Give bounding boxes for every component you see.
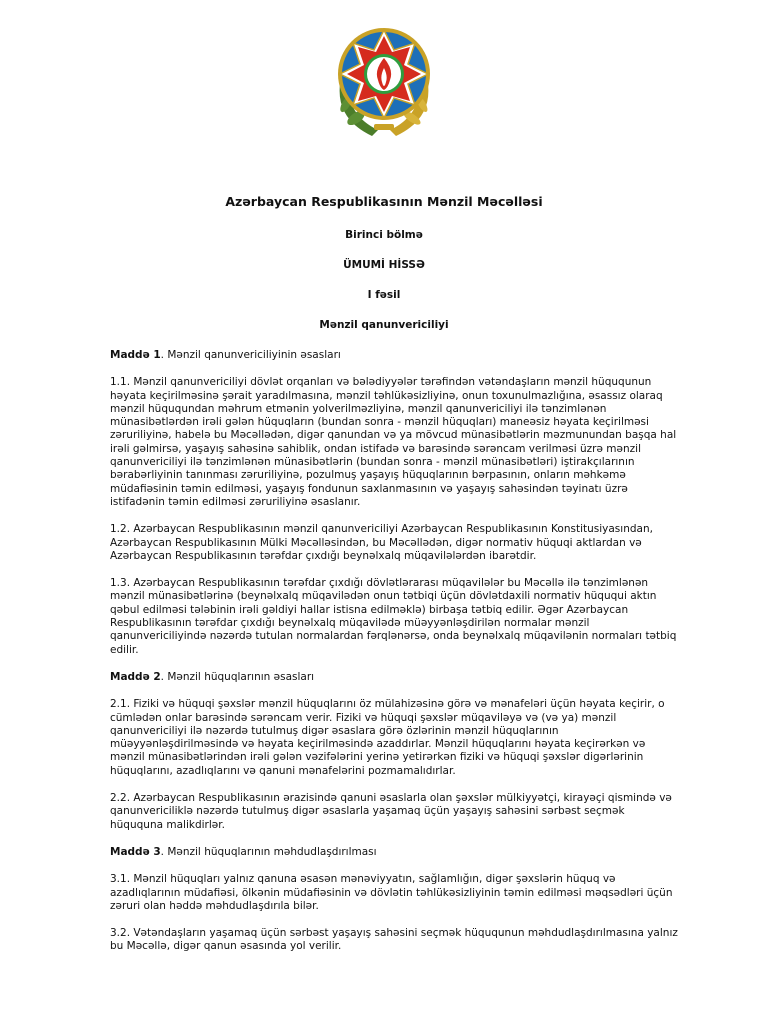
article-label: Maddə 1 [110, 349, 161, 361]
document-title: Azərbaycan Respublikasının Mənzil Məcəlləsi [225, 194, 543, 209]
section-heading: Birinci bölmə [345, 229, 423, 241]
coat-of-arms-icon [322, 14, 446, 144]
article-label: Maddə 2 [110, 670, 161, 683]
paragraph: 2.1. Fiziki və hüquqi şəxslər mənzil hüquqlarını öz mülahizəsinə görə və mənafeləri üçün həyata keçirir, o cümlədən onlar barəsində sərəncam verir. Fiziki və hüquqi şəxslər müqaviləyə və (və ya) mənzil qanunvericiliyi ilə nəzərdə tutulmuş digər əsaslara görə özlərinin mənzil hüquqlarının müəyyənləşdirilməsində və həyata keçirilməsində azaddırlar. Mənzil hüquqlarını həyata keçirərkən və mənzil münasibətlərindən irəli gələn vəzifələrini yerinə yetirərkən fiziki və hüquqi şəxslər digərlərinin hüquqlarını, azadlıqlarını və qanuni mənafelərini pozmamalıdırlar. [110, 698, 665, 777]
article-1-title [110, 349, 680, 362]
document-body [110, 349, 680, 968]
article-name: . Mənzil hüquqlarının məhdudlaşdırılması [160, 845, 377, 858]
chapter-heading: I fəsil [367, 289, 401, 301]
article-name: . Mənzil hüquqlarının əsasları [160, 670, 315, 683]
part-heading: ÜMUMİ HİSSƏ [343, 259, 425, 271]
article-name: . Mənzil qanunvericiliyinin əsasları [160, 349, 341, 361]
article-label: Maddə 3 [110, 845, 161, 858]
paragraph: 3.2. Vətəndaşların yaşamaq üçün sərbəst yaşayış sahəsini seçmək hüququnun məhdudlaşdırılmasına yalnız bu Məcəllə, digər qanun əsasında yol verilir. [110, 927, 678, 953]
article-3-title [110, 846, 680, 859]
paragraph: 3.1. Mənzil hüquqları yalnız qanuna əsasən mənəviyyatın, sağlamlığın, digər şəxslərin hüquq və azadlıqlarının müdafiəsi, ölkənin müdafiəsinin və dövlətin təhlükəsizliyinin təmin edilməsi məqsədləri üçün zəruri olan həddə məhdudlaşdırıla bilər. [110, 873, 673, 912]
article-2-title [110, 671, 680, 684]
paragraph: 1.3. Azərbaycan Respublikasının tərəfdar çıxdığı dövlətlərarası müqavilələr bu Məcəllə ilə tənzimlənən mənzil münasibətlərinə (beynəlxalq müqavilədən onun tətbiqi üçün dövlətdaxili normativ hüququi aktın qəbul edilməsi tələbinin irəli gəldiyi hallar istisna edilməklə) birbaşa tətbiq edilir. Əgər Azərbaycan Respublikasının tərəfdar çıxdığı beynəlxalq müqavilədə müəyyənləşdirilən normalar mənzil qanunvericiliyində nəzərdə tutulan normalardan fərqlənərsə, onda beynəlxalq müqavilənin normaları tətbiq edilir. [110, 577, 677, 656]
chapter-title: Mənzil qanunvericiliyi [319, 319, 449, 331]
paragraph: 1.1. Mənzil qanunvericiliyi dövlət orqanları və bələdiyyələr tərəfindən vətəndaşların mənzil hüququnun həyata keçirilməsinə şərait yaradılmasına, mənzil təhlükəsizliyinə, onun toxunulmazlığına, əsassız olaraq mənzil hüququndan məhrum etmənin yolverilməzliyinə, mənzil qanunvericiliyi ilə tənzimlənən münasibətlərdən irəli gələn hüquqların (bundan sonra - mənzil hüquqları) maneəsiz həyata keçirilməsi zəruriliyinə, habelə bu Məcəllədən, digər qanundan və ya mövcud münasibətlərin məzmunundan başqa hal irəli gəlmirsə, yaşayış sahəsinə sahiblik, ondan istifadə və barəsində sərəncam verilməsi üzrə mənzil qanunvericiliyi ilə tənzimlənən münasibətlərin (bundan sonra - mənzil münasibətləri) iştirakçılarının bərabərliyinin tanınması zəruriliyinə, pozulmuş yaşayış hüquqlarının bərpasının, onların məhkəmə müdafiəsinin təmin edilməsi, yaşayış fondunun saxlanmasının və yaşayış sahəsindən təyinatı üzrə istifadənin təmin edilməsi zəruriliyinə əsaslanır. [110, 376, 677, 508]
paragraph: 1.2. Azərbaycan Respublikasının mənzil qanunvericiliyi Azərbaycan Respublikasının Konstitusiyasından, Azərbaycan Respublikasının Mülki Məcəlləsindən, bu Məcəllədən, digər normativ hüquqi aktlardan və Azərbaycan Respublikasının tərəfdar çıxdığı beynəlxalq müqavilələrdən ibarətdir. [110, 523, 653, 562]
paragraph: 2.2. Azərbaycan Respublikasının ərazisində qanuni əsaslarla olan şəxslər mülkiyyətçi, kirayəçi qismində və qanunvericiliklə nəzərdə tutulmuş digər əsaslarla yaşamaq üçün yaşayış sahəsini sərbəst seçmək hüququna malikdirlər. [110, 792, 672, 831]
